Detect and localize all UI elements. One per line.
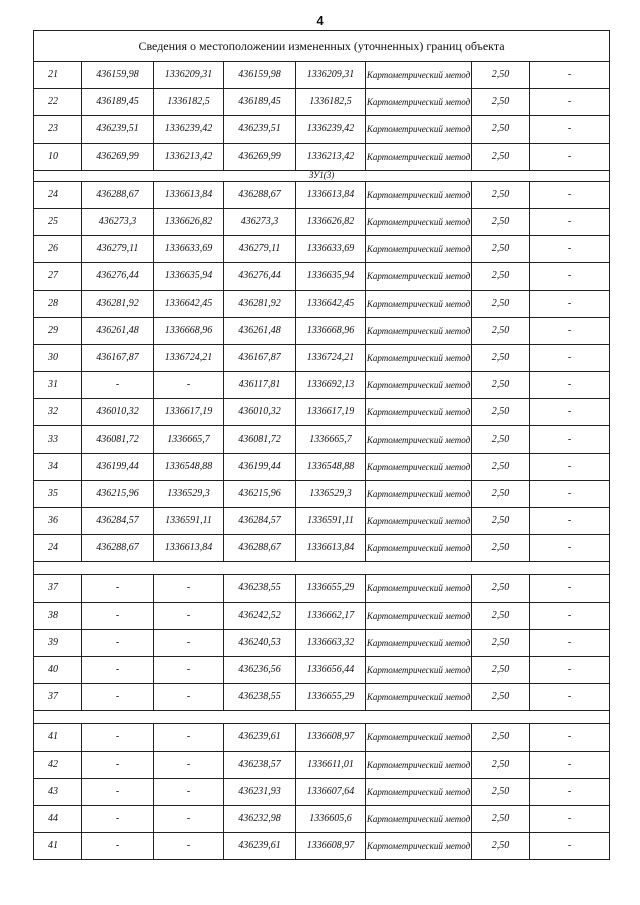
- table-row: [34, 453, 610, 480]
- x-new-cell: 436232,98: [224, 805, 296, 832]
- accuracy-cell: 2,50: [472, 751, 530, 778]
- x-new-cell: 436117,81: [224, 372, 296, 399]
- accuracy-cell: 2,50: [472, 317, 530, 344]
- x-existing-cell: -: [82, 805, 154, 832]
- description-cell: -: [530, 724, 610, 751]
- y-existing-cell: -: [154, 833, 224, 860]
- y-existing-cell: -: [154, 778, 224, 805]
- section-spacer-row: [34, 711, 610, 724]
- x-new-cell: 436010,32: [224, 399, 296, 426]
- point-number-cell: 27: [34, 263, 82, 290]
- x-existing-cell: -: [82, 656, 154, 683]
- accuracy-cell: 2,50: [472, 344, 530, 371]
- y-existing-cell: -: [154, 724, 224, 751]
- x-existing-cell: 436215,96: [82, 480, 154, 507]
- description-cell: -: [530, 263, 610, 290]
- x-existing-cell: -: [82, 724, 154, 751]
- y-existing-cell: 1336239,42: [154, 116, 224, 143]
- method-cell: Картометрический метод: [366, 372, 472, 399]
- boundary-coordinates-table: [33, 30, 610, 860]
- x-existing-cell: -: [82, 684, 154, 711]
- y-new-cell: 1336663,32: [296, 629, 366, 656]
- method-cell: Картометрический метод: [366, 535, 472, 562]
- x-existing-cell: 436189,45: [82, 89, 154, 116]
- description-cell: -: [530, 453, 610, 480]
- description-cell: -: [530, 480, 610, 507]
- description-cell: -: [530, 208, 610, 235]
- y-new-cell: 1336635,94: [296, 263, 366, 290]
- point-number-cell: 31: [34, 372, 82, 399]
- point-number-cell: 29: [34, 317, 82, 344]
- description-cell: -: [530, 751, 610, 778]
- table-row: [34, 751, 610, 778]
- y-new-cell: 1336655,29: [296, 575, 366, 602]
- point-number-cell: 25: [34, 208, 82, 235]
- accuracy-cell: 2,50: [472, 116, 530, 143]
- point-number-cell: 30: [34, 344, 82, 371]
- x-new-cell: 436284,57: [224, 508, 296, 535]
- point-number-cell: 33: [34, 426, 82, 453]
- description-cell: -: [530, 833, 610, 860]
- point-number-cell: 23: [34, 116, 82, 143]
- x-existing-cell: 436167,87: [82, 344, 154, 371]
- x-existing-cell: 436261,48: [82, 317, 154, 344]
- y-new-cell: 1336591,11: [296, 508, 366, 535]
- table-row: [34, 236, 610, 263]
- x-existing-cell: 436273,3: [82, 208, 154, 235]
- table-row: [34, 263, 610, 290]
- method-cell: Картометрический метод: [366, 143, 472, 170]
- point-number-cell: 41: [34, 833, 82, 860]
- section-label: [34, 711, 610, 724]
- description-cell: -: [530, 372, 610, 399]
- method-cell: Картометрический метод: [366, 656, 472, 683]
- y-existing-cell: 1336626,82: [154, 208, 224, 235]
- section-label: [34, 562, 610, 575]
- x-new-cell: 436189,45: [224, 89, 296, 116]
- x-existing-cell: 436159,98: [82, 62, 154, 89]
- y-new-cell: 1336608,97: [296, 833, 366, 860]
- method-cell: Картометрический метод: [366, 236, 472, 263]
- y-existing-cell: -: [154, 805, 224, 832]
- x-existing-cell: 436269,99: [82, 143, 154, 170]
- accuracy-cell: 2,50: [472, 629, 530, 656]
- accuracy-cell: 2,50: [472, 62, 530, 89]
- y-new-cell: 1336548,88: [296, 453, 366, 480]
- table-row: [34, 208, 610, 235]
- description-cell: -: [530, 62, 610, 89]
- accuracy-cell: 2,50: [472, 602, 530, 629]
- x-new-cell: 436239,61: [224, 724, 296, 751]
- point-number-cell: 32: [34, 399, 82, 426]
- table-row: [34, 602, 610, 629]
- accuracy-cell: 2,50: [472, 208, 530, 235]
- x-existing-cell: -: [82, 751, 154, 778]
- point-number-cell: 21: [34, 62, 82, 89]
- table-row: [34, 480, 610, 507]
- accuracy-cell: 2,50: [472, 236, 530, 263]
- table-row: [34, 575, 610, 602]
- y-existing-cell: -: [154, 629, 224, 656]
- point-number-cell: 37: [34, 575, 82, 602]
- method-cell: Картометрический метод: [366, 480, 472, 507]
- y-existing-cell: 1336613,84: [154, 181, 224, 208]
- table-row: [34, 290, 610, 317]
- point-number-cell: 37: [34, 684, 82, 711]
- accuracy-cell: 2,50: [472, 399, 530, 426]
- accuracy-cell: 2,50: [472, 724, 530, 751]
- method-cell: Картометрический метод: [366, 575, 472, 602]
- accuracy-cell: 2,50: [472, 426, 530, 453]
- y-existing-cell: -: [154, 751, 224, 778]
- description-cell: -: [530, 236, 610, 263]
- table-row: [34, 116, 610, 143]
- table-row: [34, 181, 610, 208]
- x-new-cell: 436231,93: [224, 778, 296, 805]
- y-existing-cell: 1336613,84: [154, 535, 224, 562]
- description-cell: -: [530, 181, 610, 208]
- x-existing-cell: -: [82, 372, 154, 399]
- x-existing-cell: -: [82, 778, 154, 805]
- description-cell: -: [530, 116, 610, 143]
- method-cell: Картометрический метод: [366, 399, 472, 426]
- y-existing-cell: 1336665,7: [154, 426, 224, 453]
- accuracy-cell: 2,50: [472, 480, 530, 507]
- method-cell: Картометрический метод: [366, 833, 472, 860]
- y-new-cell: 1336605,6: [296, 805, 366, 832]
- point-number-cell: 24: [34, 181, 82, 208]
- table-row: [34, 833, 610, 860]
- description-cell: -: [530, 629, 610, 656]
- x-existing-cell: -: [82, 833, 154, 860]
- method-cell: Картометрический метод: [366, 724, 472, 751]
- accuracy-cell: 2,50: [472, 181, 530, 208]
- x-existing-cell: 436284,57: [82, 508, 154, 535]
- method-cell: Картометрический метод: [366, 317, 472, 344]
- description-cell: -: [530, 143, 610, 170]
- description-cell: -: [530, 508, 610, 535]
- method-cell: Картометрический метод: [366, 805, 472, 832]
- x-new-cell: 436236,56: [224, 656, 296, 683]
- point-number-cell: 38: [34, 602, 82, 629]
- y-new-cell: 1336692,13: [296, 372, 366, 399]
- description-cell: -: [530, 778, 610, 805]
- method-cell: Картометрический метод: [366, 751, 472, 778]
- table-row: [34, 344, 610, 371]
- method-cell: Картометрический метод: [366, 508, 472, 535]
- description-cell: -: [530, 89, 610, 116]
- accuracy-cell: 2,50: [472, 290, 530, 317]
- y-existing-cell: 1336635,94: [154, 263, 224, 290]
- y-existing-cell: 1336548,88: [154, 453, 224, 480]
- table-title: Сведения о местоположении измененных (уточненных) границ объекта: [34, 31, 610, 62]
- point-number-cell: 22: [34, 89, 82, 116]
- y-new-cell: 1336662,17: [296, 602, 366, 629]
- x-new-cell: 436159,98: [224, 62, 296, 89]
- y-new-cell: 1336633,69: [296, 236, 366, 263]
- y-new-cell: 1336656,44: [296, 656, 366, 683]
- x-existing-cell: 436279,11: [82, 236, 154, 263]
- accuracy-cell: 2,50: [472, 263, 530, 290]
- method-cell: Картометрический метод: [366, 62, 472, 89]
- table-row: [34, 426, 610, 453]
- x-new-cell: 436238,55: [224, 575, 296, 602]
- table-row: [34, 656, 610, 683]
- method-cell: Картометрический метод: [366, 116, 472, 143]
- description-cell: -: [530, 684, 610, 711]
- point-number-cell: 34: [34, 453, 82, 480]
- y-existing-cell: 1336591,11: [154, 508, 224, 535]
- x-existing-cell: -: [82, 602, 154, 629]
- y-existing-cell: 1336209,31: [154, 62, 224, 89]
- accuracy-cell: 2,50: [472, 575, 530, 602]
- table-title-row: [34, 31, 610, 62]
- x-new-cell: 436199,44: [224, 453, 296, 480]
- y-new-cell: 1336209,31: [296, 62, 366, 89]
- x-existing-cell: 436288,67: [82, 535, 154, 562]
- accuracy-cell: 2,50: [472, 372, 530, 399]
- description-cell: -: [530, 602, 610, 629]
- method-cell: Картометрический метод: [366, 426, 472, 453]
- y-existing-cell: 1336529,3: [154, 480, 224, 507]
- table-row: [34, 508, 610, 535]
- y-new-cell: 1336642,45: [296, 290, 366, 317]
- y-new-cell: 1336607,64: [296, 778, 366, 805]
- accuracy-cell: 2,50: [472, 535, 530, 562]
- page-number: 4: [316, 13, 324, 28]
- method-cell: Картометрический метод: [366, 684, 472, 711]
- point-number-cell: 44: [34, 805, 82, 832]
- y-existing-cell: 1336213,42: [154, 143, 224, 170]
- y-existing-cell: 1336617,19: [154, 399, 224, 426]
- table-row: [34, 317, 610, 344]
- accuracy-cell: 2,50: [472, 805, 530, 832]
- point-number-cell: 40: [34, 656, 82, 683]
- x-existing-cell: -: [82, 629, 154, 656]
- point-number-cell: 35: [34, 480, 82, 507]
- y-new-cell: 1336626,82: [296, 208, 366, 235]
- y-existing-cell: -: [154, 602, 224, 629]
- x-existing-cell: 436010,32: [82, 399, 154, 426]
- x-new-cell: 436215,96: [224, 480, 296, 507]
- point-number-cell: 36: [34, 508, 82, 535]
- accuracy-cell: 2,50: [472, 453, 530, 480]
- method-cell: Картометрический метод: [366, 89, 472, 116]
- point-number-cell: 26: [34, 236, 82, 263]
- point-number-cell: 41: [34, 724, 82, 751]
- x-new-cell: 436239,61: [224, 833, 296, 860]
- y-existing-cell: 1336668,96: [154, 317, 224, 344]
- x-new-cell: 436269,99: [224, 143, 296, 170]
- x-new-cell: 436281,92: [224, 290, 296, 317]
- x-new-cell: 436239,51: [224, 116, 296, 143]
- x-new-cell: 436288,67: [224, 181, 296, 208]
- description-cell: -: [530, 317, 610, 344]
- y-new-cell: 1336213,42: [296, 143, 366, 170]
- x-new-cell: 436238,57: [224, 751, 296, 778]
- y-new-cell: 1336529,3: [296, 480, 366, 507]
- y-existing-cell: 1336633,69: [154, 236, 224, 263]
- x-existing-cell: 436239,51: [82, 116, 154, 143]
- table-row: [34, 89, 610, 116]
- y-existing-cell: 1336182,5: [154, 89, 224, 116]
- table-row: [34, 143, 610, 170]
- point-number-cell: 39: [34, 629, 82, 656]
- y-new-cell: 1336608,97: [296, 724, 366, 751]
- x-existing-cell: 436288,67: [82, 181, 154, 208]
- table-row: [34, 62, 610, 89]
- point-number-cell: 10: [34, 143, 82, 170]
- method-cell: Картометрический метод: [366, 208, 472, 235]
- y-existing-cell: -: [154, 656, 224, 683]
- x-new-cell: 436242,52: [224, 602, 296, 629]
- method-cell: Картометрический метод: [366, 629, 472, 656]
- x-new-cell: 436167,87: [224, 344, 296, 371]
- accuracy-cell: 2,50: [472, 684, 530, 711]
- description-cell: -: [530, 399, 610, 426]
- point-number-cell: 28: [34, 290, 82, 317]
- y-new-cell: 1336655,29: [296, 684, 366, 711]
- x-new-cell: 436279,11: [224, 236, 296, 263]
- table-row: [34, 629, 610, 656]
- y-new-cell: 1336613,84: [296, 535, 366, 562]
- y-new-cell: 1336668,96: [296, 317, 366, 344]
- x-new-cell: 436081,72: [224, 426, 296, 453]
- accuracy-cell: 2,50: [472, 778, 530, 805]
- y-new-cell: 1336182,5: [296, 89, 366, 116]
- table-row: [34, 372, 610, 399]
- x-new-cell: 436261,48: [224, 317, 296, 344]
- accuracy-cell: 2,50: [472, 143, 530, 170]
- y-new-cell: 1336665,7: [296, 426, 366, 453]
- method-cell: Картометрический метод: [366, 778, 472, 805]
- accuracy-cell: 2,50: [472, 89, 530, 116]
- description-cell: -: [530, 344, 610, 371]
- description-cell: -: [530, 656, 610, 683]
- description-cell: -: [530, 290, 610, 317]
- description-cell: -: [530, 575, 610, 602]
- x-new-cell: 436276,44: [224, 263, 296, 290]
- method-cell: Картометрический метод: [366, 453, 472, 480]
- y-existing-cell: 1336642,45: [154, 290, 224, 317]
- x-new-cell: 436238,55: [224, 684, 296, 711]
- point-number-cell: 24: [34, 535, 82, 562]
- accuracy-cell: 2,50: [472, 656, 530, 683]
- y-new-cell: 1336617,19: [296, 399, 366, 426]
- point-number-cell: 42: [34, 751, 82, 778]
- x-existing-cell: 436276,44: [82, 263, 154, 290]
- x-existing-cell: 436081,72: [82, 426, 154, 453]
- y-existing-cell: 1336724,21: [154, 344, 224, 371]
- x-new-cell: 436288,67: [224, 535, 296, 562]
- x-existing-cell: 436199,44: [82, 453, 154, 480]
- x-new-cell: 436240,53: [224, 629, 296, 656]
- method-cell: Картометрический метод: [366, 263, 472, 290]
- accuracy-cell: 2,50: [472, 833, 530, 860]
- y-existing-cell: -: [154, 684, 224, 711]
- table-row: [34, 535, 610, 562]
- table-row: [34, 684, 610, 711]
- x-existing-cell: -: [82, 575, 154, 602]
- method-cell: Картометрический метод: [366, 344, 472, 371]
- section-spacer-row: [34, 562, 610, 575]
- y-existing-cell: -: [154, 372, 224, 399]
- y-existing-cell: -: [154, 575, 224, 602]
- section-label-row: [34, 170, 610, 181]
- description-cell: -: [530, 426, 610, 453]
- method-cell: Картометрический метод: [366, 290, 472, 317]
- method-cell: Картометрический метод: [366, 602, 472, 629]
- x-new-cell: 436273,3: [224, 208, 296, 235]
- y-new-cell: 1336611,01: [296, 751, 366, 778]
- point-number-cell: 43: [34, 778, 82, 805]
- table-row: [34, 724, 610, 751]
- accuracy-cell: 2,50: [472, 508, 530, 535]
- y-new-cell: 1336613,84: [296, 181, 366, 208]
- description-cell: -: [530, 535, 610, 562]
- method-cell: Картометрический метод: [366, 181, 472, 208]
- table-row: [34, 778, 610, 805]
- description-cell: -: [530, 805, 610, 832]
- section-label: ЗУ1(3): [34, 170, 610, 181]
- table-row: [34, 399, 610, 426]
- y-new-cell: 1336724,21: [296, 344, 366, 371]
- table-row: [34, 805, 610, 832]
- x-existing-cell: 436281,92: [82, 290, 154, 317]
- y-new-cell: 1336239,42: [296, 116, 366, 143]
